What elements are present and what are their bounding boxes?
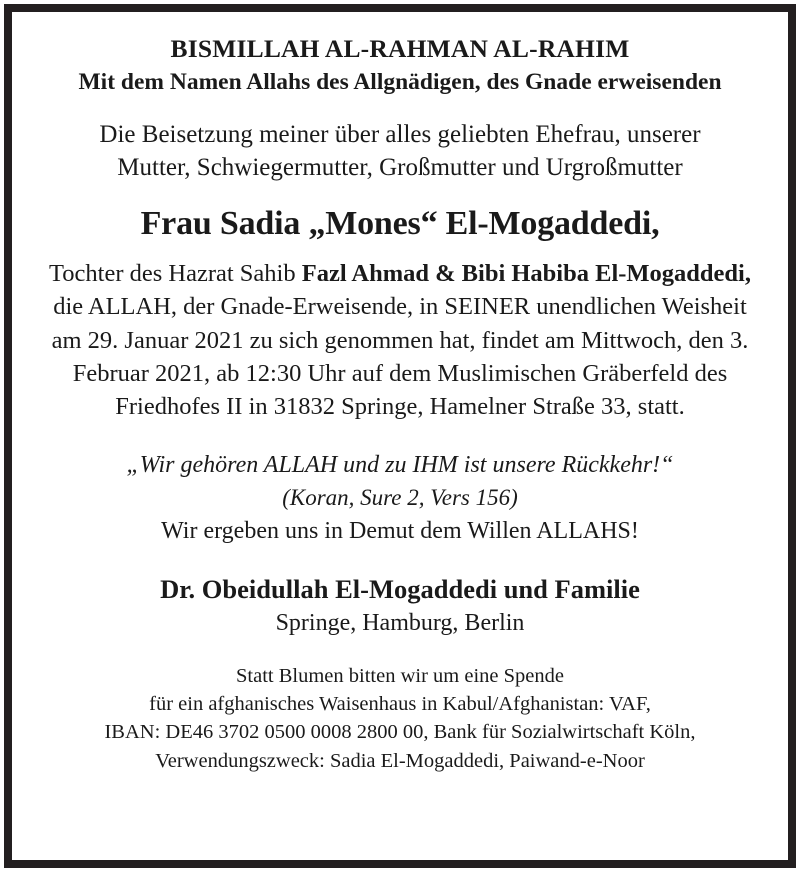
donation-line-2: für ein afghanisches Waisenhaus in Kabul/Afghanistan: VAF, (149, 692, 651, 715)
obituary-body (38, 257, 762, 424)
donation-request (38, 662, 762, 775)
quran-quote-source: (Koran, Sure 2, Vers 156) (282, 485, 518, 511)
intro-paragraph (38, 118, 762, 184)
bismillah-transliteration: BISMILLAH AL-RAHMAN AL-RAHIM (170, 34, 630, 63)
donation-line-1: Statt Blumen bitten wir um eine Spende (236, 664, 564, 687)
quran-quote-text: „Wir gehören ALLAH und zu IHM ist unsere Rückkehr!“ (126, 451, 674, 478)
signatory-name: Dr. Obeidullah El-Mogaddedi und Familie (160, 574, 640, 605)
body-segment-lead: Tochter des Hazrat Sahib (49, 260, 302, 288)
intro-line-2: Mutter, Schwiegermutter, Großmutter und Urgroßmutter (117, 154, 683, 182)
donation-reference-line: Verwendungszweck: Sadia El-Mogaddedi, Paiwand-e-Noor (155, 749, 645, 772)
intro-line-1: Die Beisetzung meiner über alles geliebten Ehefrau, unserer (99, 121, 701, 149)
bismillah-header (38, 34, 762, 96)
bismillah-translation: Mit dem Namen Allahs des Allgnädigen, des Gnade erweisenden (78, 69, 722, 96)
body-segment-details: die ALLAH, der Gnade-Erweisende, in SEINER unendlichen Weisheit am 29. Januar 2021 zu sich genommen hat, findet am Mittwoch, den 3. Februar 2021, ab 12:30 Uhr auf dem Muslimischen Gräberfeld des Friedhofes II in 31832 Springe, Hamelner Straße 33, statt. (51, 293, 749, 421)
submission-line: Wir ergeben uns in Demut dem Willen ALLAHS! (161, 517, 639, 544)
parents-names: Fazl Ahmad & Bibi Habiba El-Mogaddedi, (301, 260, 751, 288)
signatory-places: Springe, Hamburg, Berlin (275, 609, 525, 636)
signature-block (38, 573, 762, 637)
obituary-frame-border (4, 4, 796, 868)
quran-quote-block (38, 450, 762, 548)
donation-iban-line: IBAN: DE46 3702 0500 0008 2800 00, Bank für Sozialwirtschaft Köln, (104, 721, 696, 744)
deceased-name: Frau Sadia „Mones“ El-Mogaddedi, (140, 205, 660, 243)
